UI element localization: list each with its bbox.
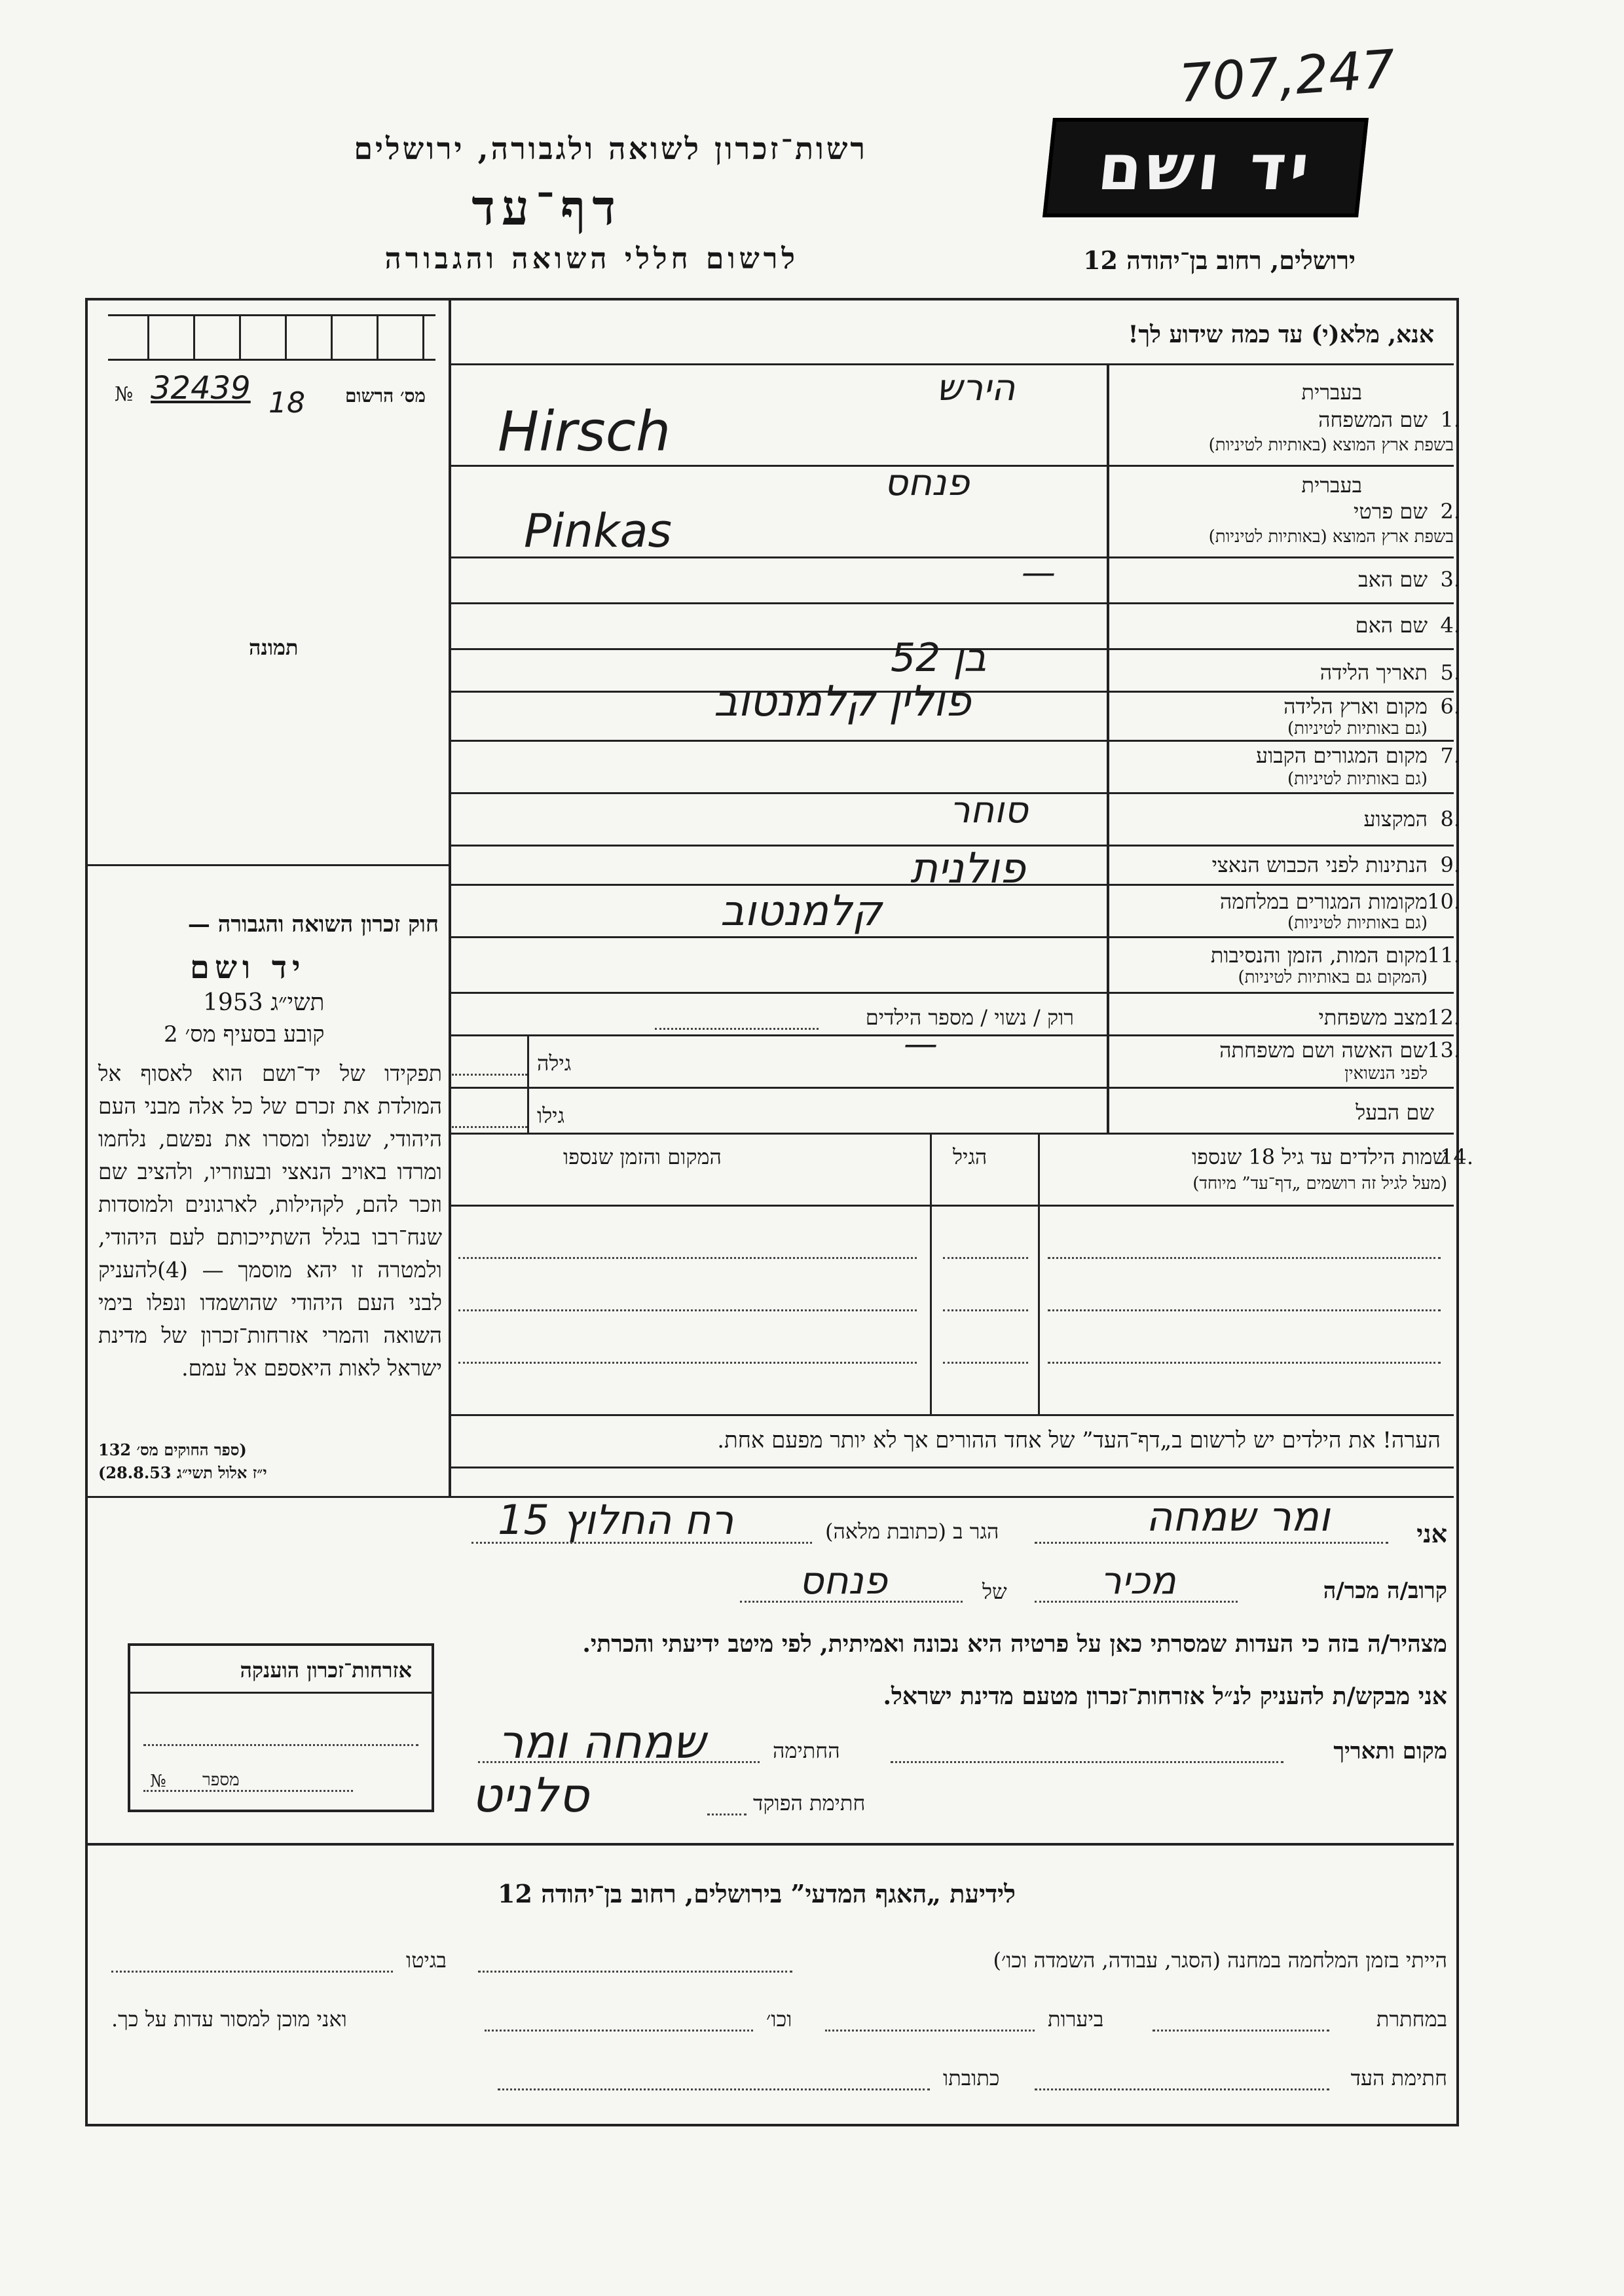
field-3-value: — xyxy=(1022,553,1056,592)
relative-label: קרוב/ה מכר/ה xyxy=(1323,1578,1447,1604)
citizenship-no-sign: № xyxy=(150,1772,166,1791)
children-label: שמות הילדים עד גיל 18 שנספו xyxy=(1191,1144,1447,1169)
field-10-value: קלמנטוב xyxy=(720,887,882,936)
footer-underground: במחתרת xyxy=(1376,2007,1447,2032)
field-2-hebrew-tag: בעברית xyxy=(1301,473,1362,498)
law-citation-2: י״ז אלול תשי״ג 28.8.53) xyxy=(98,1463,267,1482)
field-13-age-label: גילה xyxy=(537,1051,572,1076)
address-label: הגר ב (כתובת מלאה) xyxy=(825,1519,999,1544)
field-5-label: תאריך הלידה xyxy=(1320,660,1428,685)
husband-age-label: גילו xyxy=(537,1103,565,1128)
field-6-value: פולין קלמנטוב xyxy=(714,678,971,726)
signature-label: החתימה xyxy=(773,1738,840,1763)
field-12-label: מצב משפחתי xyxy=(1318,1005,1428,1030)
citizenship-number-label: מספר xyxy=(202,1770,240,1790)
of-value: פנחס xyxy=(799,1558,887,1603)
footer-witness-signature: חתימת העד xyxy=(1350,2066,1447,2090)
law-text: תפקידו של יד־ושם הוא לאסוף אל המולדת את זכרם של כל אלה מבני העם היהודי, שנפלו ומסרו את נפשם, נלחמו ומרדו באויב הנאצי ובעוזריו, ולהציב שם וזכר להם, לקהילות, לארגונים ולמוסדות שנח־רבו בגלל השתייכותם לעם היהודי, ולמטרה זו יהא מוסמך — (4)להעניק לבני העם היהודי שהושמדו ונפלו בימי השואה והמרי אזרחות־זכרון של מדינת ישראל לאות היאספם אל עמם. xyxy=(98,1061,442,1381)
archive-number: 707,247 xyxy=(1177,38,1397,115)
registration-suffix: 18 xyxy=(268,386,305,420)
photo-label: תמונה xyxy=(249,635,299,660)
registration-label: מס׳ הרשום xyxy=(344,385,426,407)
relative-value: מכיר xyxy=(1100,1558,1176,1603)
field-8-num: 8. xyxy=(1440,807,1460,831)
header-address: ירושלים, רחוב בן־יהודה 12 xyxy=(1083,246,1356,275)
law-section: קובע בסעיף מס׳ 2 xyxy=(164,1021,325,1048)
registration-number: 32439 xyxy=(151,370,251,407)
field-1-label: שם המשפחה xyxy=(1318,407,1428,432)
field-13-note: לפני הנשואין xyxy=(1344,1064,1428,1084)
husband-label: שם הבעל xyxy=(1356,1100,1434,1125)
field-12-options: רוק / נשוי / מספר הילדים xyxy=(865,1005,1074,1030)
children-place-header: המקום והזמן שנספו xyxy=(563,1144,722,1169)
registration-no-sign: № xyxy=(115,383,134,406)
footer-address: כתובתו xyxy=(943,2066,1000,2090)
footer-ghetto: בגיטו xyxy=(406,1948,447,1973)
field-1-value-latin: Hirsch xyxy=(498,399,671,464)
official-label: חתימת הפוקד xyxy=(753,1791,866,1815)
law-title: חוק זכרון השואה והגבורה — xyxy=(187,911,439,938)
field-1-note: בשפת ארץ המוצא (באותיות לטיניות) xyxy=(1208,435,1454,455)
footer-notice: לידיעת „האגף המדעי” בירושלים, רחוב בן־יהודה 12 xyxy=(498,1879,1016,1908)
declarant-name: ומר שמחה xyxy=(1146,1493,1330,1540)
form-subtitle: לרשום חללי השואה והגבורה xyxy=(384,242,799,276)
children-num: 14. xyxy=(1440,1144,1473,1169)
field-2-num: 2. xyxy=(1440,499,1460,524)
field-8-label: המקצוע xyxy=(1363,807,1428,831)
logo-text: יד ושם xyxy=(1094,131,1317,204)
field-10-label: מקומות המגורים במלחמה xyxy=(1219,889,1428,914)
official-signature: סלניט xyxy=(471,1768,589,1823)
statement-1: מצהיר/ה בזה כי העדות שמסרתי כאן על פרטיה היא נכונה ואמיתית, לפי מיטב ידיעתי והכרתי. xyxy=(582,1630,1447,1658)
footer-forests: ביערות xyxy=(1048,2007,1104,2032)
field-3-num: 3. xyxy=(1440,567,1460,592)
field-4-num: 4. xyxy=(1440,613,1460,638)
yad-vashem-logo xyxy=(1043,118,1369,217)
tick-row xyxy=(108,314,435,360)
field-2-label: שם פרטי xyxy=(1354,499,1428,524)
field-9-label: הנתינות לפני הכבוש הנאצי xyxy=(1211,852,1428,877)
field-12-num: 12. xyxy=(1427,1005,1460,1030)
field-6-note: (גם באותיות לטיניות) xyxy=(1287,719,1428,738)
field-4-label: שם האם xyxy=(1355,613,1428,638)
field-11-label: מקום המות, הזמן והנסיבות xyxy=(1210,943,1428,968)
field-6-num: 6. xyxy=(1440,694,1460,719)
field-5-value: בן 52 xyxy=(891,635,987,681)
field-13-num: 13. xyxy=(1427,1038,1460,1063)
law-year: תשי״ג 1953 xyxy=(203,989,325,1016)
field-1-num: 1. xyxy=(1440,407,1460,432)
footer-etc: וכו׳ xyxy=(766,2007,792,2032)
field-3-label: שם האב xyxy=(1358,567,1428,592)
form-title: דף־עד xyxy=(471,180,622,236)
field-8-value: סוחר xyxy=(950,789,1028,831)
statement-2: אני מבקש/ת להעניק לנ״ל אזרחות־זכרון מטעם מדינת ישראל. xyxy=(883,1683,1447,1710)
field-7-num: 7. xyxy=(1440,743,1460,768)
signature-value: שמחה ומר xyxy=(498,1715,705,1769)
field-2-note: בשפת ארץ המוצא (באותיות לטיניות) xyxy=(1208,527,1454,547)
footer-line-1: הייתי בזמן המלחמה במחנה (הסגר, עבודה, השמדה וכו׳) xyxy=(993,1948,1447,1973)
field-9-num: 9. xyxy=(1440,852,1460,877)
field-10-note: (גם באותיות לטיניות) xyxy=(1287,913,1428,933)
field-9-value: פולנית xyxy=(910,845,1025,893)
field-7-label: מקום המגורים הקבוע xyxy=(1255,743,1428,768)
declaration-ani: אני xyxy=(1416,1519,1447,1548)
form-instruction: אנא, מלא(י) עד כמה שידוע לך! xyxy=(1128,321,1434,348)
children-note: (מעל לגיל זה רושמים „דף־עד” מיוחד) xyxy=(1192,1174,1447,1194)
citizenship-title: אזרחות־זכרון הוענקה xyxy=(240,1658,412,1683)
law-name: יד ושם xyxy=(190,949,306,986)
field-11-num: 11. xyxy=(1427,943,1460,968)
field-10-num: 10. xyxy=(1427,889,1460,914)
law-citation-1: (ספר החוקים מס׳ 132 xyxy=(98,1440,247,1459)
authority-line: רשות־זכרון לשואה ולגבורה, ירושלים xyxy=(354,131,868,166)
address-value: רח החלוץ 15 xyxy=(498,1496,734,1544)
field-12-mark: — xyxy=(904,1025,938,1064)
place-date-label: מקום ותאריך xyxy=(1333,1738,1447,1764)
field-5-num: 5. xyxy=(1440,660,1460,685)
footer-ready: ואני מוכן למסור עדות על כך. xyxy=(111,2007,347,2032)
children-age-header: הגיל xyxy=(953,1144,987,1169)
children-note-text: הערה! את הילדים יש לרשום ב„דף־העד” של אחד ההורים אך לא יותר מפעם אחת. xyxy=(717,1427,1441,1453)
field-6-label: מקום וארץ הלידה xyxy=(1283,694,1428,719)
field-1-value-hebrew: הירש xyxy=(936,367,1016,409)
field-7-note: (גם באותיות לטיניות) xyxy=(1287,769,1428,789)
of-label: של xyxy=(982,1579,1007,1604)
field-1-hebrew-tag: בעברית xyxy=(1301,380,1362,405)
field-2-value-hebrew: פנחס xyxy=(884,462,970,504)
field-2-value-latin: Pinkas xyxy=(524,504,672,558)
field-11-note: (המקום גם באותיות לטיניות) xyxy=(1238,968,1428,987)
citizenship-box xyxy=(128,1643,434,1812)
field-13-label: שם האשה ושם משפחתה xyxy=(1219,1038,1428,1063)
